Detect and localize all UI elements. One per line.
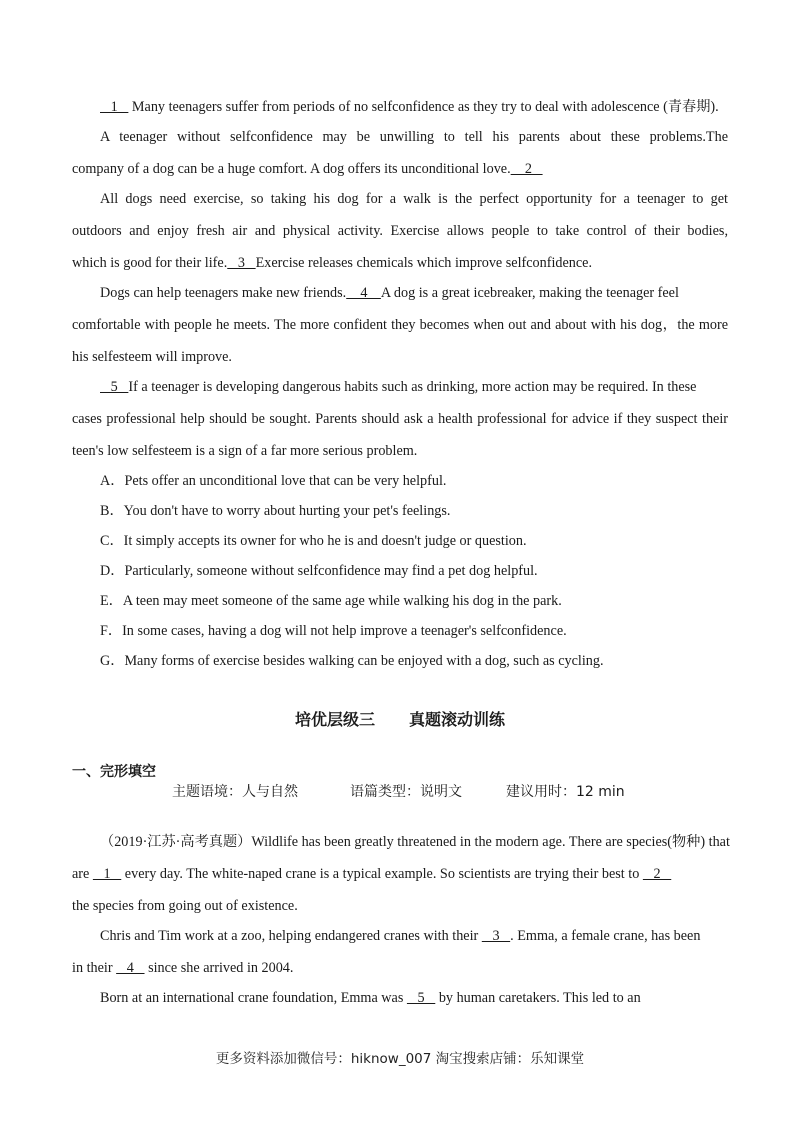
option-b xyxy=(100,501,728,521)
option-f xyxy=(100,621,728,641)
option-letter: A． xyxy=(100,473,125,489)
answer-blank-2: 2 xyxy=(510,161,543,177)
passage-line xyxy=(72,253,728,273)
subheading: 一、完形填空 xyxy=(72,764,156,780)
passage-line: cases professional help should be sought. Parents should ask a health professional for advice if they suspect their xyxy=(72,411,728,427)
passage-text: If a teenager is developing dangerous habits such as drinking, more action may be required. In these xyxy=(128,379,697,395)
passage-line xyxy=(100,377,728,397)
option-text: Many forms of exercise besides walking can be enjoyed with a dog, such as cycling. xyxy=(124,653,604,669)
passage-line xyxy=(100,283,728,303)
passage-text: Dogs can help teenagers make new friends. xyxy=(100,285,347,301)
cloze-line xyxy=(100,832,728,852)
option-letter: G． xyxy=(100,653,125,669)
option-text: Particularly, someone without selfconfidence may find a pet dog helpful. xyxy=(124,563,538,579)
answer-blank-4: 4 xyxy=(346,285,381,301)
passage-text: Exercise releases chemicals which improve selfconfidence. xyxy=(255,255,593,271)
option-text: In some cases, having a dog will not help improve a teenager's selfconfidence. xyxy=(122,623,567,639)
passage-text: Many teenagers suffer from periods of no selfconfidence as they try to deal with adolescence (青春期). xyxy=(131,99,719,115)
passage-line: A teenager without selfconfidence may be unwilling to tell his parents about these problems.The xyxy=(100,129,728,145)
passage-line: outdoors and enjoy fresh air and physical activity. Exercise allows people to take control of their bodies, xyxy=(72,223,728,239)
cloze-text: every day. The white-naped crane is a typical example. So scientists are trying their best to xyxy=(124,866,640,882)
cloze-blank-3: 3 xyxy=(481,928,511,944)
answer-blank-1: 1 xyxy=(100,99,129,115)
cloze-text: Wildlife has been greatly threatened in the modern age. There are species(物种) that xyxy=(251,834,730,850)
option-text: It simply accepts its owner for who he is and doesn't judge or question. xyxy=(123,533,527,549)
option-letter: E． xyxy=(100,593,123,609)
cloze-line xyxy=(72,864,728,884)
option-text: A teen may meet someone of the same age while walking his dog in the park. xyxy=(122,593,562,609)
section-title-right: 真题滚动训练 xyxy=(409,710,506,729)
exercise-meta xyxy=(172,781,625,801)
passage-text: company of a dog can be a huge comfort. A dog offers its unconditional love. xyxy=(72,161,511,177)
option-letter: B． xyxy=(100,503,124,519)
passage-line: All dogs need exercise, so taking his dog for a walk is the perfect opportunity for a teenager to get xyxy=(100,191,728,207)
option-e xyxy=(100,591,728,611)
passage-text: which is good for their life. xyxy=(72,255,228,271)
meta-time: 建议用时：12 min xyxy=(506,784,625,800)
meta-type: 语篇类型：说明文 xyxy=(350,784,462,800)
cloze-line xyxy=(100,988,728,1008)
cloze-text: since she arrived in 2004. xyxy=(148,960,294,976)
cloze-text: by human caretakers. This led to an xyxy=(438,990,641,1006)
passage-line xyxy=(72,159,728,179)
answer-blank-3: 3 xyxy=(227,255,256,271)
cloze-line: the species from going out of existence. xyxy=(72,898,298,914)
option-g xyxy=(100,651,728,671)
cloze-text: are xyxy=(72,866,90,882)
option-letter: F． xyxy=(100,623,123,639)
option-letter: C． xyxy=(100,533,124,549)
passage-text: A dog is a great icebreaker, making the teenager feel xyxy=(380,285,679,301)
option-letter: D． xyxy=(100,563,125,579)
cloze-line xyxy=(100,926,728,946)
option-text: Pets offer an unconditional love that can be very helpful. xyxy=(124,473,447,489)
source-tag: （2019·江苏·高考真题） xyxy=(100,834,252,850)
cloze-text: Born at an international crane foundation, Emma was xyxy=(100,990,404,1006)
option-d xyxy=(100,561,728,581)
cloze-text: . Emma, a female crane, has been xyxy=(510,928,701,944)
option-a xyxy=(100,471,728,491)
cloze-blank-4: 4 xyxy=(116,960,145,976)
passage-line xyxy=(100,97,728,117)
section-title xyxy=(0,707,800,730)
cloze-blank-1: 1 xyxy=(92,866,122,882)
answer-blank-5: 5 xyxy=(100,379,129,395)
passage-line: teen's low selfesteem is a sign of a far more serious problem. xyxy=(72,443,418,459)
page-footer: 更多资料添加微信号：hiknow_007 淘宝搜索店铺：乐知课堂 xyxy=(215,1051,585,1067)
passage-line: his selfesteem will improve. xyxy=(72,349,232,365)
option-text: You don't have to worry about hurting your pet's feelings. xyxy=(123,503,451,519)
cloze-text: Chris and Tim work at a zoo, helping endangered cranes with their xyxy=(100,928,479,944)
cloze-text: in their xyxy=(72,960,113,976)
cloze-blank-5: 5 xyxy=(406,990,436,1006)
section-title-left: 培优层级三 xyxy=(294,710,375,729)
passage-line: comfortable with people he meets. The more confident they becomes when out and about with his dog，the more xyxy=(72,317,728,333)
cloze-line xyxy=(72,958,728,978)
option-c xyxy=(100,531,728,551)
meta-theme: 主题语境：人与自然 xyxy=(172,784,298,800)
cloze-blank-2: 2 xyxy=(642,866,672,882)
